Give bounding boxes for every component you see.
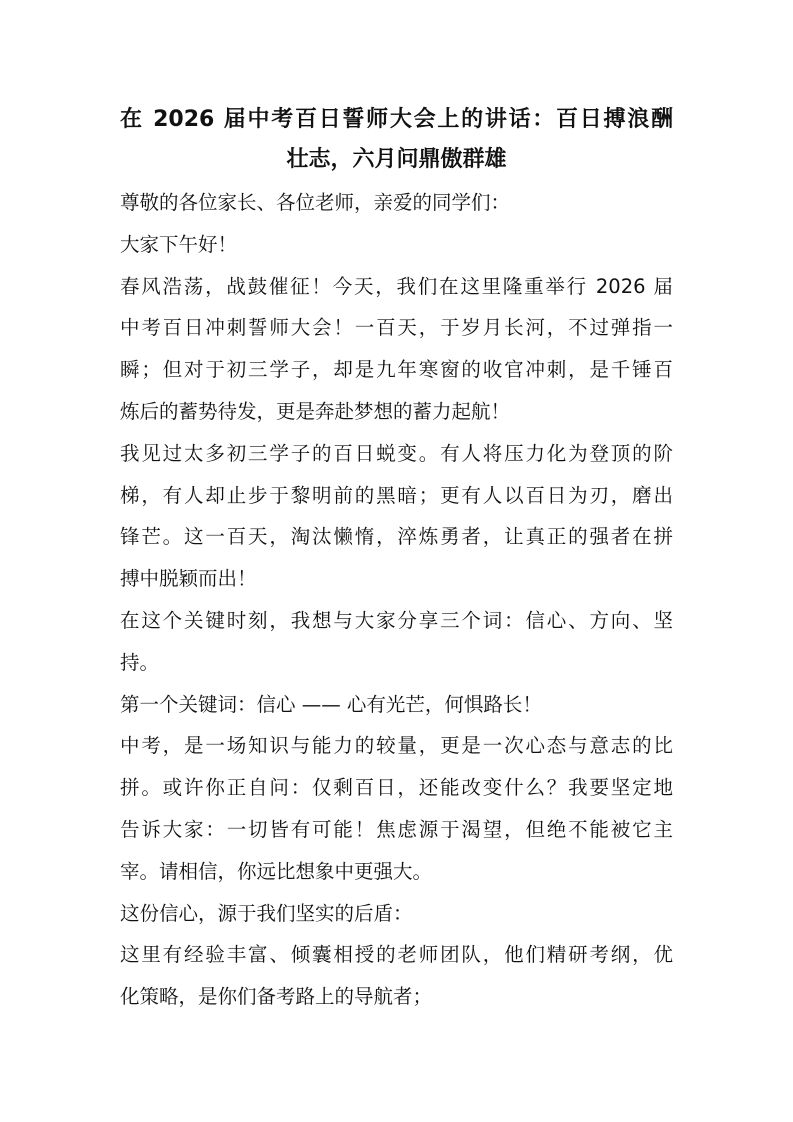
paragraph-line: 我见过太多初三学子的百日蜕变。有人将压力化为登顶的阶 (120, 441, 673, 465)
paragraph (120, 266, 673, 433)
paragraph (120, 600, 673, 684)
document-title (120, 100, 673, 180)
title-line: 壮志，六月问鼎傲群雄 (286, 147, 507, 172)
paragraph-line: 告诉大家：一切皆有可能！焦虑源于渴望，但绝不能被它主 (120, 817, 673, 841)
paragraph (120, 224, 673, 266)
title-line: 在 2026 届中考百日誓师大会上的讲话：百日搏浪酬 (120, 107, 673, 132)
paragraph (120, 684, 673, 726)
paragraph (120, 725, 673, 892)
paragraph-line: 中考，是一场知识与能力的较量，更是一次心态与意志的比 (120, 734, 673, 758)
paragraph-line: 化策略，是你们备考路上的导航者； (120, 985, 433, 1009)
paragraph-line: 这份信心，源于我们坚实的后盾： (120, 901, 413, 925)
paragraph-line: 尊敬的各位家长、各位老师，亲爱的同学们： (120, 191, 511, 214)
paragraph (120, 934, 673, 1018)
paragraph-line: 在这个关键时刻，我想与大家分享三个词：信心、方向、坚 (120, 608, 673, 632)
paragraph-line: 第一个关键词：信心 —— 心有光芒，何惧路长！ (120, 692, 542, 716)
paragraph-line: 大家下午好！ (120, 232, 238, 256)
paragraph-line: 锋芒。这一百天，淘汰懒惰，淬炼勇者，让真正的强者在拼 (120, 525, 673, 549)
paragraph-line: 宰。请相信，你远比想象中更强大。 (120, 859, 433, 883)
paragraph-line: 梯，有人却止步于黎明前的黑暗；更有人以百日为刃，磨出 (120, 483, 673, 507)
paragraph-line: 搏中脱颖而出！ (120, 567, 257, 591)
paragraph-line: 持。 (120, 650, 160, 674)
paragraph-line: 春风浩荡，战鼓催征！今天，我们在这里隆重举行 2026 届 (120, 274, 673, 298)
document-body (120, 182, 673, 1018)
paragraph-line: 中考百日冲刺誓师大会！一百天，于岁月长河，不过弹指一 (120, 316, 673, 340)
paragraph-line: 炼后的蓄势待发，更是奔赴梦想的蓄力起航！ (120, 399, 511, 423)
paragraph (120, 182, 673, 224)
paragraph-line: 拼。或许你正自问：仅剩百日，还能改变什么？我要坚定地 (120, 776, 673, 800)
paragraph-line: 这里有经验丰富、倾囊相授的老师团队，他们精研考纲，优 (120, 943, 673, 967)
paragraph (120, 433, 673, 600)
paragraph (120, 893, 673, 935)
paragraph-line: 瞬；但对于初三学子，却是九年寒窗的收官冲刺，是千锤百 (120, 358, 673, 382)
